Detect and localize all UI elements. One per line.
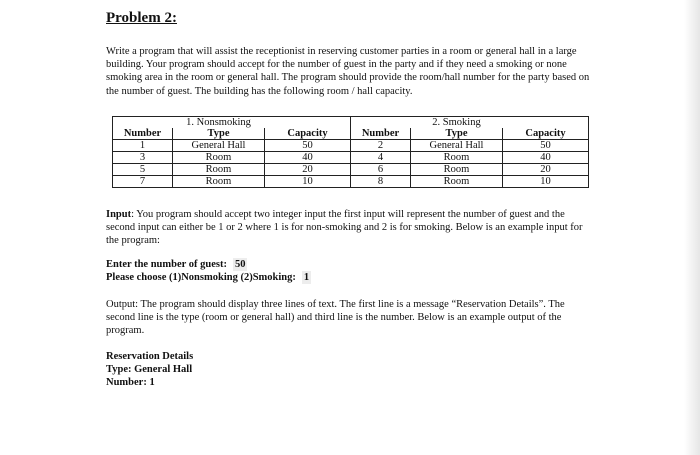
output-line-type: Type: General Hall (106, 364, 193, 375)
table-spacer (113, 117, 173, 129)
capacity-table (112, 116, 589, 188)
table-cell: 3 (113, 152, 173, 164)
table-cell: Room (173, 176, 265, 188)
page-edge-shadow (684, 0, 700, 455)
input-label: Input (106, 209, 132, 220)
nonsmoking-group-heading: 1. Nonsmoking (173, 117, 265, 129)
table-row (113, 164, 589, 176)
table-cell: 6 (351, 164, 411, 176)
smoking-group-heading: 2. Smoking (411, 117, 503, 129)
table-cell: 20 (265, 164, 351, 176)
table-cell: 50 (265, 140, 351, 152)
table-cell: Room (411, 176, 503, 188)
table-spacer (503, 117, 589, 129)
input-text: : You program should accept two integer input the first input will represent the number of guest and the second input can either be 1 or 2 where 1 is for non-smoking and 2 is for smoking. Below is an example input for the program: (106, 209, 583, 247)
example-input-block (106, 258, 311, 284)
table-cell: Room (173, 152, 265, 164)
table-cell: General Hall (411, 140, 503, 152)
table-cell: 4 (351, 152, 411, 164)
column-header: Number (351, 128, 411, 140)
example-input-line (106, 271, 311, 284)
table-cell: 20 (503, 164, 589, 176)
table-cell: 2 (351, 140, 411, 152)
table-cell: 10 (265, 176, 351, 188)
problem-title: Problem 2: (106, 10, 177, 26)
column-header: Type (173, 128, 265, 140)
column-header: Number (113, 128, 173, 140)
column-header: Capacity (503, 128, 589, 140)
table-cell: 5 (113, 164, 173, 176)
table-cell: Room (411, 164, 503, 176)
smoking-value: 1 (303, 272, 310, 283)
table-header-row (113, 128, 589, 140)
output-line-details: Reservation Details (106, 351, 194, 362)
table-cell: Room (173, 164, 265, 176)
table-row (113, 152, 589, 164)
table-spacer (351, 117, 411, 129)
example-input-line (106, 258, 311, 271)
table-cell: Room (411, 152, 503, 164)
guest-prompt: Enter the number of guest: (106, 259, 227, 270)
output-line-number: Number: 1 (106, 377, 155, 388)
table-group-row (113, 117, 589, 129)
column-header: Capacity (265, 128, 351, 140)
table-row (113, 140, 589, 152)
smoking-prompt: Please choose (1)Nonsmoking (2)Smoking: (106, 272, 296, 283)
table-cell: 7 (113, 176, 173, 188)
table-row (113, 176, 589, 188)
intro-paragraph: Write a program that will assist the receptionist in reserving customer parties in a room or general hall in a large building. Your program should accept for the number of guest in the party and if they need a smoking or none smoking area in the room or general hall. The program should provide the room/hall number for the party based on the number of guest. The building has the following room / hall capacity. (106, 46, 590, 97)
table-cell: General Hall (173, 140, 265, 152)
input-description (106, 208, 596, 248)
table-cell: 8 (351, 176, 411, 188)
table-cell: 40 (265, 152, 351, 164)
table-cell: 10 (503, 176, 589, 188)
guest-value: 50 (234, 259, 246, 270)
column-header: Type (411, 128, 503, 140)
table-cell: 50 (503, 140, 589, 152)
output-description: Output: The program should display three lines of text. The first line is a message “Reservation Details”. The second line is the type (room or general hall) and third line is the number. Below is an example output of the program. (106, 299, 565, 337)
table-cell: 1 (113, 140, 173, 152)
example-output-block (106, 350, 193, 389)
table-spacer (265, 117, 351, 129)
table-cell: 40 (503, 152, 589, 164)
